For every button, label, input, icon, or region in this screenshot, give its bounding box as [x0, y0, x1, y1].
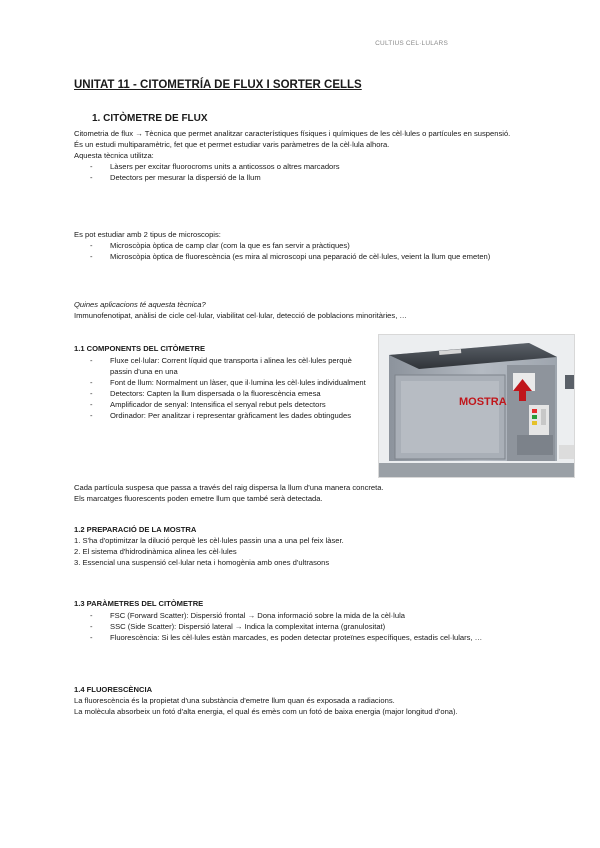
- list-item: - FSC (Forward Scatter): Dispersió frontal → Dona informació sobre la mida de la cèl·lula: [74, 610, 524, 621]
- step-item: 2. El sistema d'hidrodinàmica alinea les cèl·lules: [74, 547, 237, 556]
- section-1-2: [74, 524, 524, 568]
- section-1-4: [74, 684, 524, 717]
- section-1-1: [74, 343, 374, 421]
- list-item: - Detectors: Capten la llum dispersada o la fluorescència emesa: [74, 388, 374, 399]
- question-text: Quines aplicacions té aquesta tècnica?: [74, 300, 206, 309]
- list-item: - SSC (Side Scatter): Dispersió lateral → Indica la complexitat interna (granulositat): [74, 621, 524, 632]
- list-item: - Detectors per mesurar la dispersió de la llum: [74, 172, 524, 183]
- section-heading-1: 1. CITÒMETRE DE FLUX: [92, 113, 208, 124]
- section-heading-1-2: 1.2 PREPARACIÓ DE LA MOSTRA: [74, 525, 197, 534]
- step-item: 1. S'ha d'optimitzar la dilució perquè les cèl·lules passin una a una pel feix làser.: [74, 536, 344, 545]
- list-item: - Microscòpia òptica de fluorescència (es mira al microscopi una peparació de cèl·lules, veient la llum que emeten): [74, 251, 524, 262]
- photon-paragraph: La molècula absorbeix un fotó d'alta energia, el qual és emès com un fotó de baixa energia (major longitud d'ona).: [74, 707, 458, 716]
- cytometer-illustration: [379, 335, 574, 477]
- microscopes-list: [74, 240, 524, 262]
- list-item: - Fluxe cel·lular: Corrent líquid que transporta i alinea les cèl·lules perquè passin d'una en una: [74, 355, 374, 377]
- list-item: - Ordinador: Per analitzar i representar gràficament les dades obtingudes: [74, 410, 374, 421]
- scatter-paragraph: Cada partícula suspesa que passa a través del raig dispersa la llum d'una manera concreta.: [74, 483, 384, 492]
- parameters-list: [74, 610, 524, 643]
- section-heading-1-1: 1.1 COMPONENTS DEL CITÒMETRE: [74, 344, 206, 353]
- page-title: UNITAT 11 - CITOMETRÍA DE FLUX I SORTER CELLS: [74, 79, 362, 91]
- running-header: CULTIUS CEL·LULARS: [375, 40, 448, 47]
- microscopes-intro: Es pot estudiar amb 2 tipus de microscopis:: [74, 230, 221, 239]
- microscopes-block: [74, 229, 524, 262]
- list-item: - Microscòpia òptica de camp clar (com la que es fan servir a pràctiques): [74, 240, 524, 251]
- applications-text: Immunofenotipat, anàlisi de cicle cel·lular, viabilitat cel·lular, detecció de poblacions minoritàries, …: [74, 311, 408, 320]
- fluorescence-marker-paragraph: Els marcatges fluorescents poden emetre llum que també serà detectada.: [74, 494, 323, 503]
- figure-label: MOSTRA: [459, 396, 507, 408]
- applications-block: [74, 299, 534, 321]
- list-item: - Làsers per excitar fluorocroms units a anticossos o altres marcadors: [74, 161, 524, 172]
- list-item: - Amplificador de senyal: Intensifica el senyal rebut pels detectors: [74, 399, 374, 410]
- scatter-notes: [74, 482, 524, 504]
- cytometer-photo: [378, 334, 575, 478]
- uses-intro: Aquesta tècnica utilitza:: [74, 151, 154, 160]
- step-item: 3. Essencial una suspensió cel·lular neta i homogènia amb ones d'ultrasons: [74, 558, 330, 567]
- uses-list: [74, 161, 524, 183]
- section-1-body: [74, 128, 524, 183]
- fluorescence-definition: La fluorescència és la propietat d'una substància d'emetre llum quan és exposada a radiacions.: [74, 696, 395, 705]
- multiparametric-paragraph: És un estudi multiparamètric, fet que et permet estudiar varis paràmetres de la cèl·lula alhora.: [74, 140, 390, 149]
- section-heading-1-3: 1.3 PARÀMETRES DEL CITÒMETRE: [74, 599, 204, 608]
- list-item: - Fluorescència: Si les cèl·lules estàn marcades, es poden detectar proteïnes específiques, estadis cel·lulars, …: [74, 632, 524, 643]
- section-heading-1-4: 1.4 FLUORESCÈNCIA: [74, 685, 153, 694]
- list-item: - Font de llum: Normalment un làser, que il·lumina les cèl·lules individualment: [74, 377, 374, 388]
- section-1-3: [74, 598, 524, 643]
- definition-paragraph: Citometria de flux → Tècnica que permet analitzar característiques físiques i químiques de les cèl·lules o partícules en suspensió.: [74, 129, 511, 138]
- components-list: [74, 355, 374, 421]
